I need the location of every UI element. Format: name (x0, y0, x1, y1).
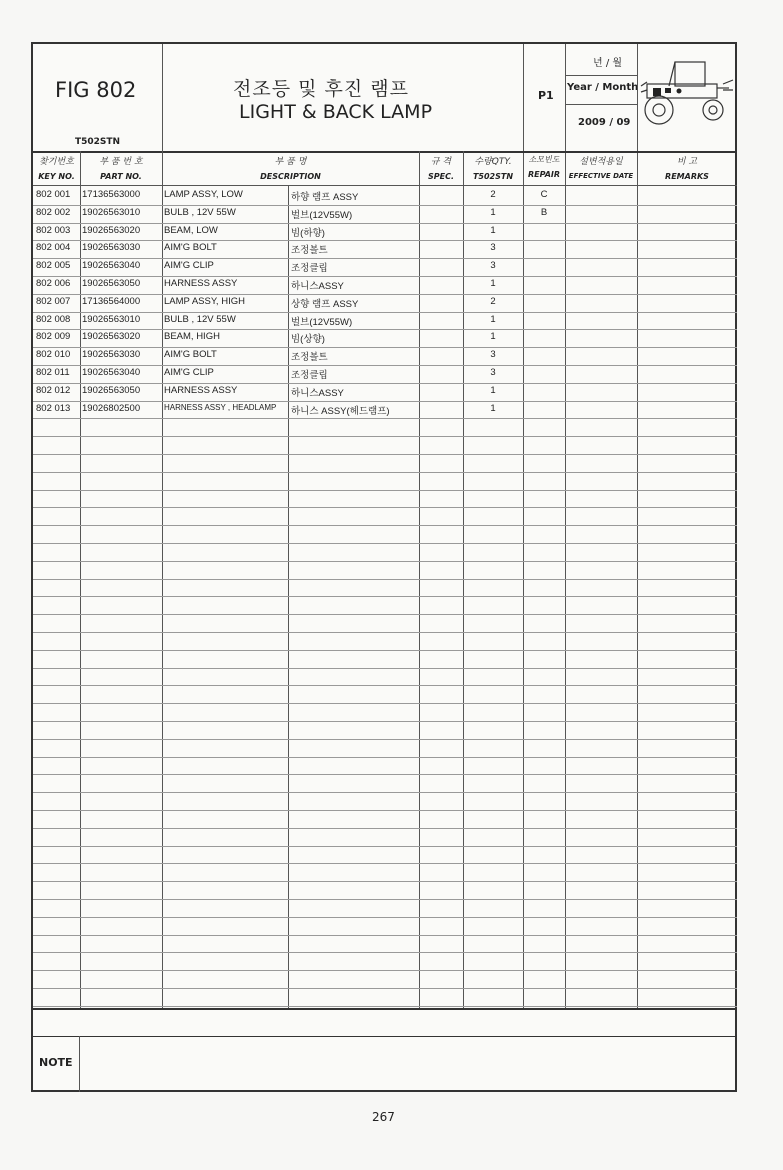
row-part-no: 19026563040 (82, 260, 141, 272)
row-qty: 1 (490, 331, 496, 343)
revision-date: 2009 / 09 (578, 117, 631, 128)
col-effective-date: EFFECTIVE DATE (568, 172, 634, 180)
col-desc-ko: 부 품 명 (274, 157, 307, 167)
col-qty: T502STN (472, 172, 514, 181)
row-part-no: 19026563010 (82, 313, 141, 325)
row-rule (33, 970, 737, 971)
row-rule (33, 650, 737, 651)
row-description-en: AIM'G CLIP (164, 260, 214, 272)
row-rule (33, 703, 737, 704)
col-part-ko: 부 품 번 호 (99, 157, 143, 167)
row-part-no: 19026563010 (82, 206, 141, 218)
row-rule (33, 543, 737, 544)
row-description-ko: 벌브(12V55W) (291, 316, 353, 328)
row-description-ko: 하니스ASSY (291, 387, 344, 399)
col-part: PART NO. (100, 172, 142, 181)
row-rule (33, 472, 737, 473)
row-rule (33, 365, 737, 366)
row-part-no: 19026563040 (82, 367, 141, 378)
title-english: LIGHT & BACK LAMP (239, 101, 433, 123)
row-rule (33, 490, 737, 491)
row-description-en: BEAM, HIGH (164, 331, 220, 343)
fig-number: FIG 802 (55, 78, 137, 102)
row-key-no: 802 006 (36, 278, 71, 289)
row-description-en: BULB , 12V 55W (164, 206, 236, 218)
row-key-no: 802 001 (36, 189, 71, 200)
row-key-no: 802 012 (36, 384, 71, 396)
row-rule (33, 668, 737, 669)
row-qty: 3 (490, 349, 496, 361)
row-rule (33, 917, 737, 918)
col-desc: DESCRIPTION (260, 172, 321, 181)
row-key-no: 802 011 (36, 367, 70, 378)
col-qty-ko: 수량QTY. (474, 157, 512, 167)
row-rule (33, 329, 737, 330)
row-part-no: 19026563030 (82, 242, 141, 254)
row-part-no: 19026563030 (82, 349, 141, 361)
row-part-no: 19026802500 (82, 402, 141, 414)
row-qty: 1 (490, 384, 496, 396)
row-description-en: HARNESS ASSY (164, 278, 238, 289)
col-key: KEY NO. (38, 172, 75, 181)
row-rule (33, 276, 737, 277)
year-month-label: Year / Month (567, 82, 639, 93)
row-rule (33, 810, 737, 811)
row-key-no: 802 002 (36, 206, 71, 218)
row-rule (33, 258, 737, 259)
row-description-ko: 조정클립 (291, 370, 328, 381)
row-qty: 1 (490, 224, 496, 236)
row-rule (33, 792, 737, 793)
page-number: 267 (372, 1110, 395, 1124)
row-part-no: 19026563050 (82, 384, 141, 396)
row-part-no: 19026563050 (82, 278, 141, 289)
row-description-en: BEAM, LOW (164, 224, 218, 236)
row-rule (33, 525, 737, 526)
row-repair: B (540, 206, 548, 218)
row-description-en: HARNESS ASSY (164, 384, 238, 396)
note-label: NOTE (39, 1056, 73, 1069)
col-repair-ko: 소모빈도 (528, 155, 560, 164)
row-key-no: 802 008 (36, 313, 71, 325)
row-qty: 2 (490, 295, 496, 307)
col-remarks-ko: 비 고 (676, 157, 698, 167)
row-description-en: LAMP ASSY, LOW (164, 189, 243, 200)
model-label: T502STN (75, 137, 121, 147)
row-description-ko: 조정클립 (291, 263, 328, 275)
row-rule (33, 899, 737, 900)
row-rule (33, 757, 737, 758)
parts-sheet (31, 42, 737, 1092)
row-rule (33, 739, 737, 740)
row-repair: C (540, 189, 548, 200)
row-rule (33, 828, 737, 829)
row-rule (33, 347, 737, 348)
row-description-en: HARNESS ASSY , HEADLAMP (164, 402, 277, 412)
row-description-ko: 하향 램프 ASSY (291, 192, 359, 203)
row-description-ko: 하니스 ASSY(헤드램프) (291, 405, 390, 417)
col-repair: REPAIR (527, 170, 561, 179)
row-description-ko: 하니스ASSY (291, 281, 344, 292)
col-spec-ko: 규 격 (430, 157, 452, 167)
row-description-en: LAMP ASSY, HIGH (164, 295, 245, 307)
row-rule (33, 846, 737, 847)
row-rule (33, 952, 737, 953)
row-rule (33, 988, 737, 989)
row-rule (33, 596, 737, 597)
row-rule (33, 454, 737, 455)
row-key-no: 802 004 (36, 242, 71, 254)
row-description-ko: 빔(하향) (291, 227, 325, 239)
col-effective-ko: 설변적용일 (579, 157, 623, 167)
row-rule (33, 774, 737, 775)
row-rule (33, 240, 737, 241)
row-key-no: 802 009 (36, 331, 71, 343)
row-part-no: 19026563020 (82, 224, 141, 236)
row-qty: 1 (490, 313, 496, 325)
col-key-ko: 찾기번호 (39, 157, 74, 167)
row-key-no: 802 013 (36, 402, 71, 414)
row-key-no: 802 007 (36, 295, 71, 307)
row-qty: 1 (490, 278, 496, 289)
row-rule (33, 881, 737, 882)
row-qty: 2 (490, 189, 496, 200)
row-qty: 1 (490, 402, 496, 414)
row-rule (33, 436, 737, 437)
row-rule (33, 935, 737, 936)
row-rule (33, 561, 737, 562)
col-spec: SPEC. (428, 172, 454, 181)
row-rule (33, 507, 737, 508)
row-description-ko: 벌브(12V55W) (291, 209, 353, 221)
row-description-en: AIM'G CLIP (164, 367, 214, 378)
row-qty: 3 (490, 367, 496, 378)
row-description-ko: 조정볼트 (291, 352, 328, 364)
row-rule (33, 579, 737, 580)
row-rule (33, 632, 737, 633)
row-rule (33, 863, 737, 864)
row-description-ko: 빔(상향) (291, 334, 325, 346)
row-rule (33, 721, 737, 722)
row-description-ko: 조정볼트 (291, 245, 328, 257)
row-part-no: 17136564000 (82, 295, 141, 307)
row-key-no: 802 010 (36, 349, 71, 361)
row-part-no: 19026563020 (82, 331, 141, 343)
row-description-ko: 상향 램프 ASSY (291, 298, 359, 310)
row-part-no: 17136563000 (82, 189, 141, 200)
row-qty: 3 (490, 242, 496, 254)
row-rule (33, 685, 737, 686)
row-description-en: AIM'G BOLT (164, 349, 217, 361)
title-korean: 전조등 및 후진 램프 (233, 78, 409, 100)
tractor-icon (639, 58, 735, 132)
year-month-korean: 년 / 월 (593, 58, 623, 69)
row-rule (33, 614, 737, 615)
row-key-no: 802 005 (36, 260, 71, 272)
row-key-no: 802 003 (36, 224, 71, 236)
row-qty: 1 (490, 206, 496, 218)
page-code: P1 (538, 89, 554, 102)
row-description-en: AIM'G BOLT (164, 242, 217, 254)
row-rule (33, 1006, 737, 1007)
row-description-en: BULB , 12V 55W (164, 313, 236, 325)
col-remarks: REMARKS (665, 172, 709, 181)
row-rule (33, 418, 737, 419)
row-qty: 3 (490, 260, 496, 272)
